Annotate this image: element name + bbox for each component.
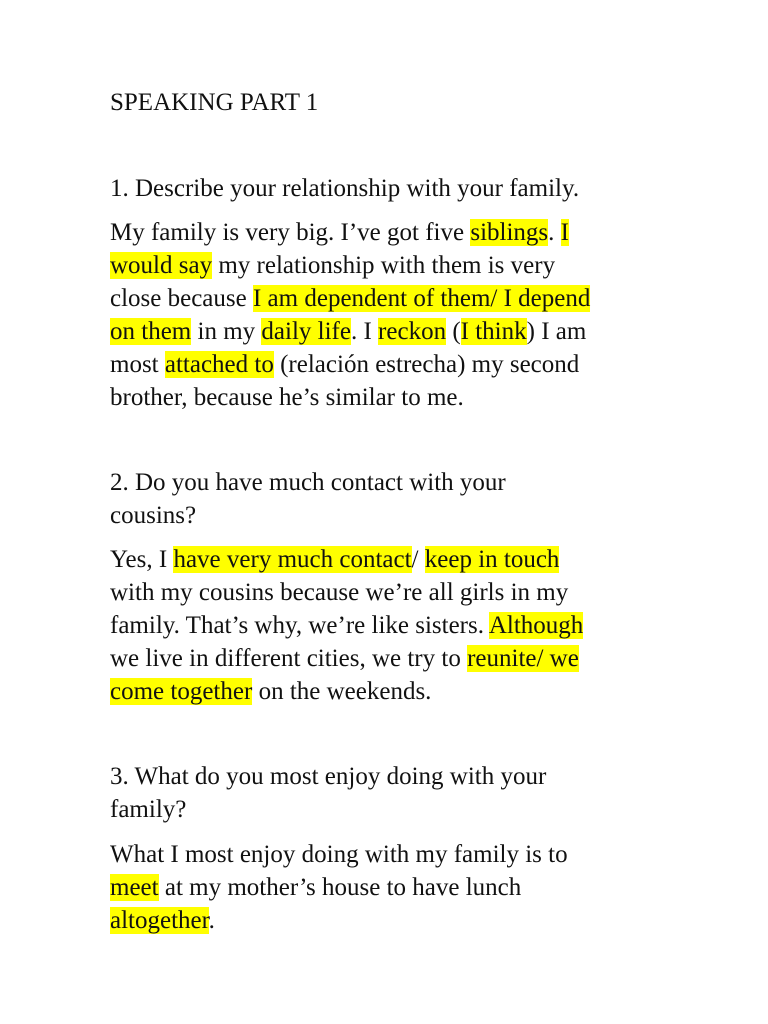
highlighted-phrase: on them <box>110 318 192 345</box>
question-2-line: 2. Do you have much contact with your <box>110 469 506 496</box>
answer-text: ( <box>446 318 461 345</box>
page-title: SPEAKING PART 1 <box>110 89 319 116</box>
answer-text: in my <box>191 318 262 345</box>
answer-text: . I <box>350 318 379 345</box>
answer-line <box>110 642 670 675</box>
question-2 <box>110 466 670 532</box>
answer-line <box>110 871 670 904</box>
answer-text: My family is very big. I’ve got five <box>110 219 471 246</box>
highlighted-phrase: come together <box>110 678 253 705</box>
question-1: 1. Describe your relationship with your family. <box>110 175 580 202</box>
answer-text: What I most enjoy doing with my family is to <box>110 841 568 868</box>
answer-line <box>110 838 670 871</box>
highlighted-phrase: siblings <box>470 219 549 246</box>
answer-text: family. That’s why, we’re like sisters. <box>110 612 489 639</box>
question-3-line: 3. What do you most enjoy doing with your <box>110 763 547 790</box>
highlighted-phrase: attached to <box>164 351 274 378</box>
answer-line <box>110 348 670 381</box>
highlighted-phrase: Although <box>488 612 584 639</box>
answer-text: . <box>208 907 215 934</box>
answer-line <box>110 904 670 937</box>
highlighted-phrase: would say <box>110 252 213 279</box>
answer-text: (relación estrecha) my second <box>273 351 580 378</box>
answer-3 <box>110 838 670 937</box>
answer-line <box>110 543 670 576</box>
answer-text: we live in different cities, we try to <box>110 645 468 672</box>
answer-line <box>110 216 670 249</box>
answer-line <box>110 315 670 348</box>
highlighted-phrase: I think <box>460 318 527 345</box>
answer-text: ) I am <box>526 318 587 345</box>
answer-text: most <box>110 351 165 378</box>
answer-line <box>110 675 670 708</box>
answer-1 <box>110 216 670 414</box>
answer-text: brother, because he’s similar to me. <box>110 384 464 411</box>
answer-2 <box>110 543 670 708</box>
answer-text: my relationship with them is very <box>212 252 556 279</box>
answer-text: on the weekends. <box>252 678 432 705</box>
highlighted-phrase: I am dependent of them/ I depend <box>252 285 591 312</box>
highlighted-phrase: have very much contact <box>173 546 412 573</box>
answer-text: at my mother’s house to have lunch <box>158 874 522 901</box>
answer-line <box>110 576 670 609</box>
answer-text: / <box>411 546 425 573</box>
question-2-line: cousins? <box>110 502 197 529</box>
question-3 <box>110 760 670 826</box>
answer-text: close because <box>110 285 253 312</box>
highlighted-phrase: reckon <box>378 318 447 345</box>
highlighted-phrase: meet <box>110 874 159 901</box>
highlighted-phrase: daily life <box>261 318 351 345</box>
answer-text: with my cousins because we’re all girls in my <box>110 579 569 606</box>
answer-text: Yes, I <box>110 546 174 573</box>
answer-line <box>110 282 670 315</box>
highlighted-phrase: I <box>560 219 569 246</box>
highlighted-phrase: reunite/ we <box>467 645 579 672</box>
answer-text: . <box>548 219 561 246</box>
highlighted-phrase: altogether <box>110 907 209 934</box>
highlighted-phrase: keep in touch <box>424 546 560 573</box>
answer-line <box>110 609 670 642</box>
answer-line <box>110 381 670 414</box>
answer-line <box>110 249 670 282</box>
question-3-line: family? <box>110 796 187 823</box>
